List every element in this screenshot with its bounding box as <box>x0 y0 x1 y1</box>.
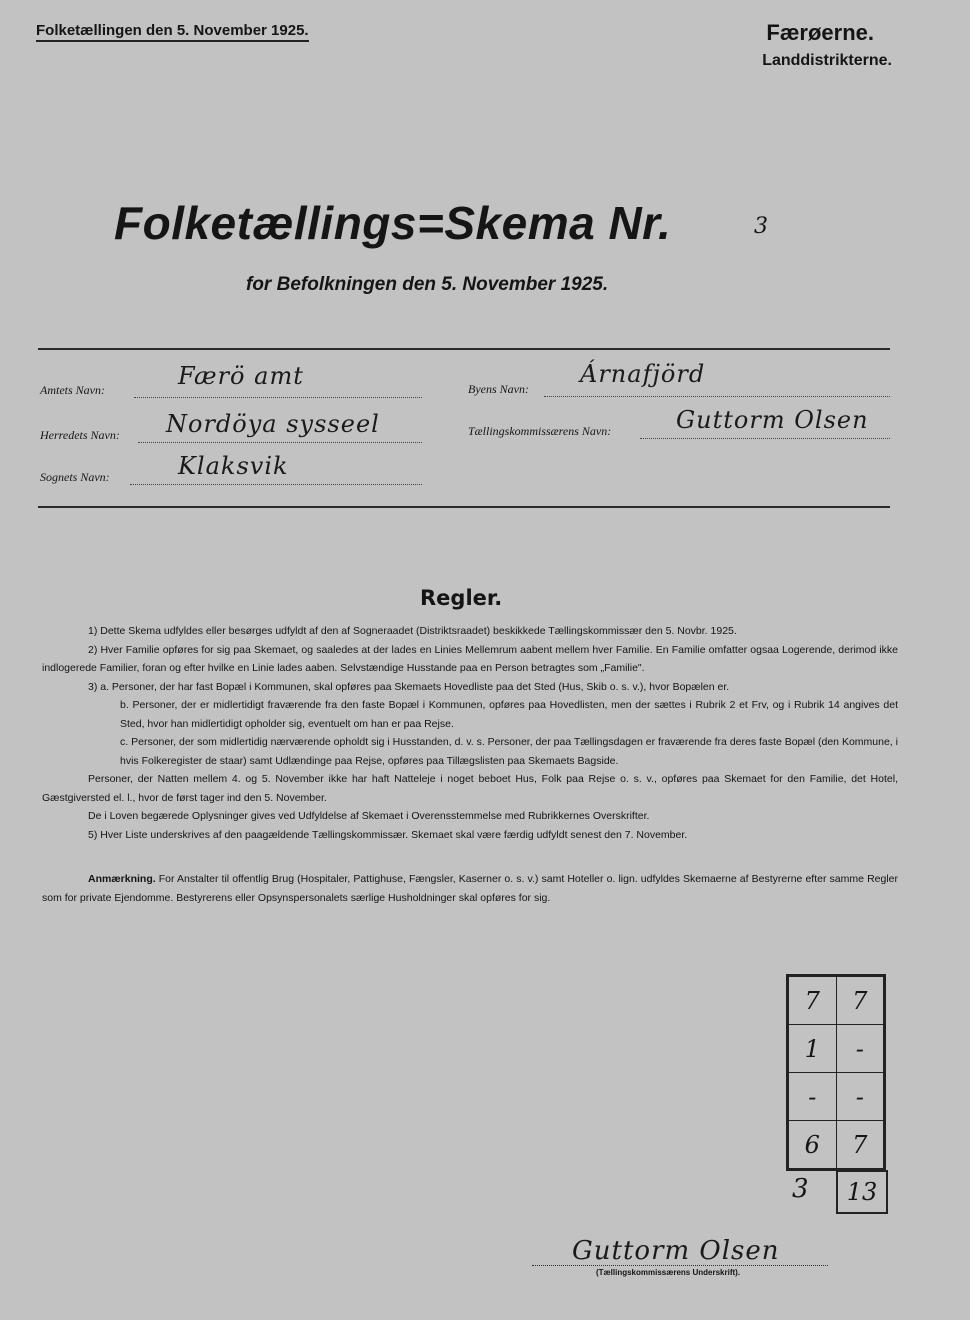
annotation-text: For Anstalter til offentlig Brug (Hospitaler, Pattighuse, Fængsler, Kaserner o. s. v.) samt Hoteller o. lign. udfyldes Skemaerne af Bestyrerne efter samme Regler som for private Ejendomme. Bestyrerens eller Opsynspersonalets særlige Husholdninger skal opføres for sig. <box>42 873 898 904</box>
kommissaer-dotted-line <box>640 438 890 439</box>
rule-1: 1) Dette Skema udfyldes eller besørges udfyldt af den af Sogneraadet (Distriktsraadet) beskikkede Tællingskommissær den 5. Novbr. 1925. <box>88 625 737 637</box>
by-dotted-line <box>544 396 890 397</box>
region-subtitle: Landdistrikterne. <box>762 52 892 69</box>
rule-5: 5) Hver Liste underskrives af den paagældende Tællingskommissær. Skemaet skal være færdig udfyldt senest den 7. November. <box>88 828 688 841</box>
herred-label: Herredets Navn: <box>40 428 120 442</box>
amt-dotted-line <box>134 397 422 398</box>
tally-grid <box>786 974 886 1171</box>
amt-value: Færö amt <box>178 362 304 390</box>
tally-row <box>789 1121 884 1169</box>
tally-total-right: 13 <box>836 1170 888 1214</box>
divider-top <box>38 348 890 350</box>
tally-row <box>789 1073 884 1121</box>
region-title: Færøerne. <box>766 20 874 45</box>
signature-caption: (Tællingskommissærens Underskrift). <box>596 1268 741 1277</box>
rule-2: 2) Hver Familie opføres for sig paa Skemaet, og saaledes at der lades en Linies Mellemrum aabent mellem hver Familie. En Familie omfatter ogsaa Logerende, derimod ikke indlogerede Familier, foran og efter hvilke en Linie lades aaben. Selvstændige Husstande paa en Person betragtes som „Familie". <box>42 643 898 674</box>
tally-row <box>789 977 884 1025</box>
tally-cell: 6 <box>789 1121 837 1169</box>
census-header: Folketællingen den 5. November 1925. <box>36 22 309 42</box>
form-title: Folketællings=Skema Nr. <box>114 197 672 249</box>
herred-dotted-line <box>138 442 422 443</box>
rule-3d: Personer, der Natten mellem 4. og 5. November ikke har haft Natteleje i noget beboet Hus, Folk paa Rejse o. s. v., opføres paa Skemaet for den Familie, det Hotel, Gæstgiversted el. l., hvor de først tager ind den 5. November. <box>42 773 898 804</box>
amt-label: Amtets Navn: <box>40 383 105 397</box>
signature-line <box>532 1265 828 1266</box>
sogn-dotted-line <box>130 484 422 485</box>
rule-4: De i Loven begærede Oplysninger gives ved Udfyldelse af Skemaet i Overensstemmelse med Rubrikkernes Overskrifter. <box>88 810 650 822</box>
rules-heading: Regler. <box>420 586 503 610</box>
tally-row <box>789 1025 884 1073</box>
rule-3b: b. Personer, der er midlertidigt fraværende fra den faste Bopæl i Kommunen, opføres paa Hovedlisten, men der sættes i Rubrik 2 et Frv, og i Rubrik 14 angives det Sted, hvor han midlertidigt opholder sig, eventuelt om han er paa Rejse. <box>120 699 898 730</box>
tally-cell: 7 <box>789 977 837 1025</box>
tally-cell: 1 <box>789 1025 837 1073</box>
sogn-value: Klaksvik <box>178 452 289 480</box>
tally-cell: 7 <box>836 1121 884 1169</box>
signature: Guttorm Olsen <box>572 1236 780 1266</box>
tally-cell: - <box>836 1025 884 1073</box>
form-subtitle: for Befolkningen den 5. November 1925. <box>246 274 609 295</box>
by-label: Byens Navn: <box>468 382 529 396</box>
by-value: Árnafjörd <box>580 360 706 388</box>
tally-cell: - <box>789 1073 837 1121</box>
tally-cell: - <box>836 1073 884 1121</box>
herred-value: Nordöya sysseel <box>166 410 380 438</box>
divider-bottom <box>38 506 890 508</box>
annotation-note <box>42 870 898 908</box>
kommissaer-value: Guttorm Olsen <box>676 406 869 434</box>
kommissaer-label: Tællingskommissærens Navn: <box>468 424 612 438</box>
annotation-label: Anmærkning. <box>88 873 156 885</box>
rule-3a: 3) a. Personer, der har fast Bopæl i Kommunen, skal opføres paa Skemaets Hovedliste paa det Sted (Hus, Skib o. s. v.), hvor Bopælen er. <box>88 680 730 693</box>
form-number: 3 <box>754 214 768 239</box>
rule-3c: c. Personer, der som midlertidig nærværende opholdt sig i Husstanden, d. v. s. Personer, der paa Tællingsdagen er fraværende fra deres faste Bopæl (den Kommune, i hvis Folkeregister de staar) samt Udlændinge paa Rejse, opføres paa Tillægslisten paa Skemaets Bagside. <box>120 736 898 767</box>
rules-list <box>42 622 898 844</box>
sogn-label: Sognets Navn: <box>40 470 110 484</box>
tally-total-left: 3 <box>792 1174 809 1204</box>
tally-cell: 7 <box>836 977 884 1025</box>
